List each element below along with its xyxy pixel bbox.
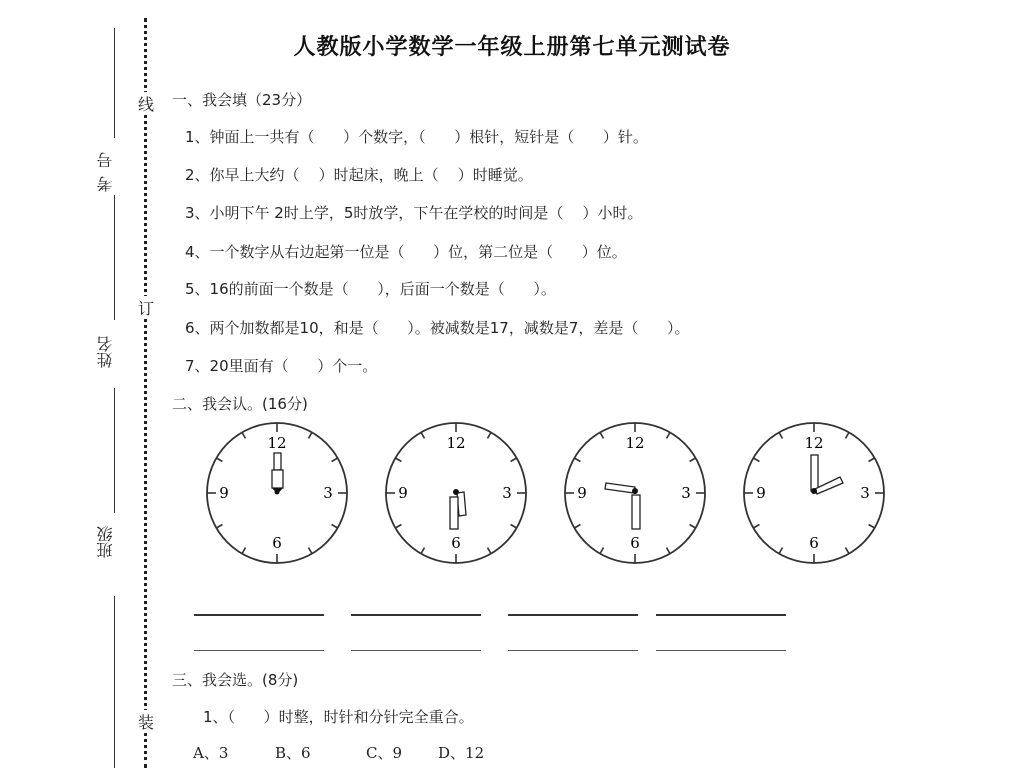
clock-4	[741, 420, 887, 566]
exam-number-label: 考号	[96, 144, 115, 192]
page-title: 人教版小学数学一年级上册第七单元测试卷	[293, 35, 731, 60]
exam-number-field[interactable]	[114, 195, 115, 320]
minute-hand-icon	[632, 495, 640, 529]
minute-hand-icon	[274, 453, 281, 470]
svg-text:9: 9	[398, 484, 408, 502]
clock-2-answer-line-1[interactable]	[351, 614, 481, 616]
svg-text:12: 12	[625, 434, 645, 452]
question-1-3: 3、小明下午 2时上学，5时放学，下午在学校的时间是（ ）小时。	[185, 204, 643, 222]
minute-hand-icon	[811, 455, 818, 491]
clock-1-answer-line-2[interactable]	[194, 650, 324, 651]
minute-hand-icon	[450, 497, 458, 529]
clock-2-answer-line-2[interactable]	[351, 650, 481, 651]
clock-3-answer-line-2[interactable]	[508, 650, 638, 651]
option-b[interactable]: B、6	[275, 744, 311, 762]
svg-text:9: 9	[577, 484, 587, 502]
option-a[interactable]: A、3	[193, 744, 229, 762]
binding-char-line: 线	[136, 92, 156, 115]
clock-1-answer-line-1[interactable]	[194, 614, 324, 616]
option-d[interactable]: D、12	[438, 744, 485, 762]
svg-text:9: 9	[219, 484, 229, 502]
svg-text:12: 12	[804, 434, 824, 452]
question-1-6: 6、两个加数都是10，和是（ ）。被减数是17，减数是7，差是（ ）。	[185, 319, 690, 337]
question-1-4: 4、一个数字从右边起第一位是（ ）位，第二位是（ ）位。	[185, 243, 627, 261]
class-label: 班级	[96, 526, 115, 558]
clock-2	[383, 420, 529, 566]
question-3-1: 1、（ ）时整，时针和分针完全重合。	[203, 708, 474, 726]
svg-text:3: 3	[681, 484, 691, 502]
question-1-7: 7、20里面有（ ）个一。	[185, 357, 378, 375]
clock-1	[204, 420, 350, 566]
name-field[interactable]	[114, 388, 115, 513]
clock-3	[562, 420, 708, 566]
svg-text:3: 3	[860, 484, 870, 502]
svg-text:12: 12	[267, 434, 287, 452]
clock-3-answer-line-1[interactable]	[508, 614, 638, 616]
svg-text:6: 6	[809, 534, 819, 552]
section-2-heading: 二、我会认。(16分)	[172, 395, 308, 413]
question-1-1: 1、钟面上一共有（ ）个数字，（ ）根针，短针是（ ）针。	[185, 128, 648, 146]
option-c[interactable]: C、9	[366, 744, 403, 762]
question-1-5: 5、16的前面一个数是（ ），后面一个数是（ ）。	[185, 280, 556, 298]
clock-4-answer-line-2[interactable]	[656, 650, 786, 651]
binding-dotted-line	[144, 18, 147, 768]
section-3-heading: 三、我会选。(8分)	[172, 671, 299, 689]
svg-text:6: 6	[272, 534, 282, 552]
svg-text:9: 9	[756, 484, 766, 502]
svg-text:6: 6	[630, 534, 640, 552]
exam-number-line	[114, 28, 115, 138]
binding-char-staple: 订	[136, 296, 156, 319]
clock-4-answer-line-1[interactable]	[656, 614, 786, 616]
question-1-2: 2、你早上大约（ ）时起床，晚上（ ）时睡觉。	[185, 166, 533, 184]
svg-text:12: 12	[446, 434, 466, 452]
svg-text:3: 3	[502, 484, 512, 502]
section-1-heading: 一、我会填（23分）	[172, 91, 312, 109]
name-label: 姓名	[96, 336, 115, 368]
binding-char-bind: 装	[136, 710, 156, 733]
class-field[interactable]	[114, 596, 115, 768]
svg-text:3: 3	[323, 484, 333, 502]
svg-text:6: 6	[451, 534, 461, 552]
